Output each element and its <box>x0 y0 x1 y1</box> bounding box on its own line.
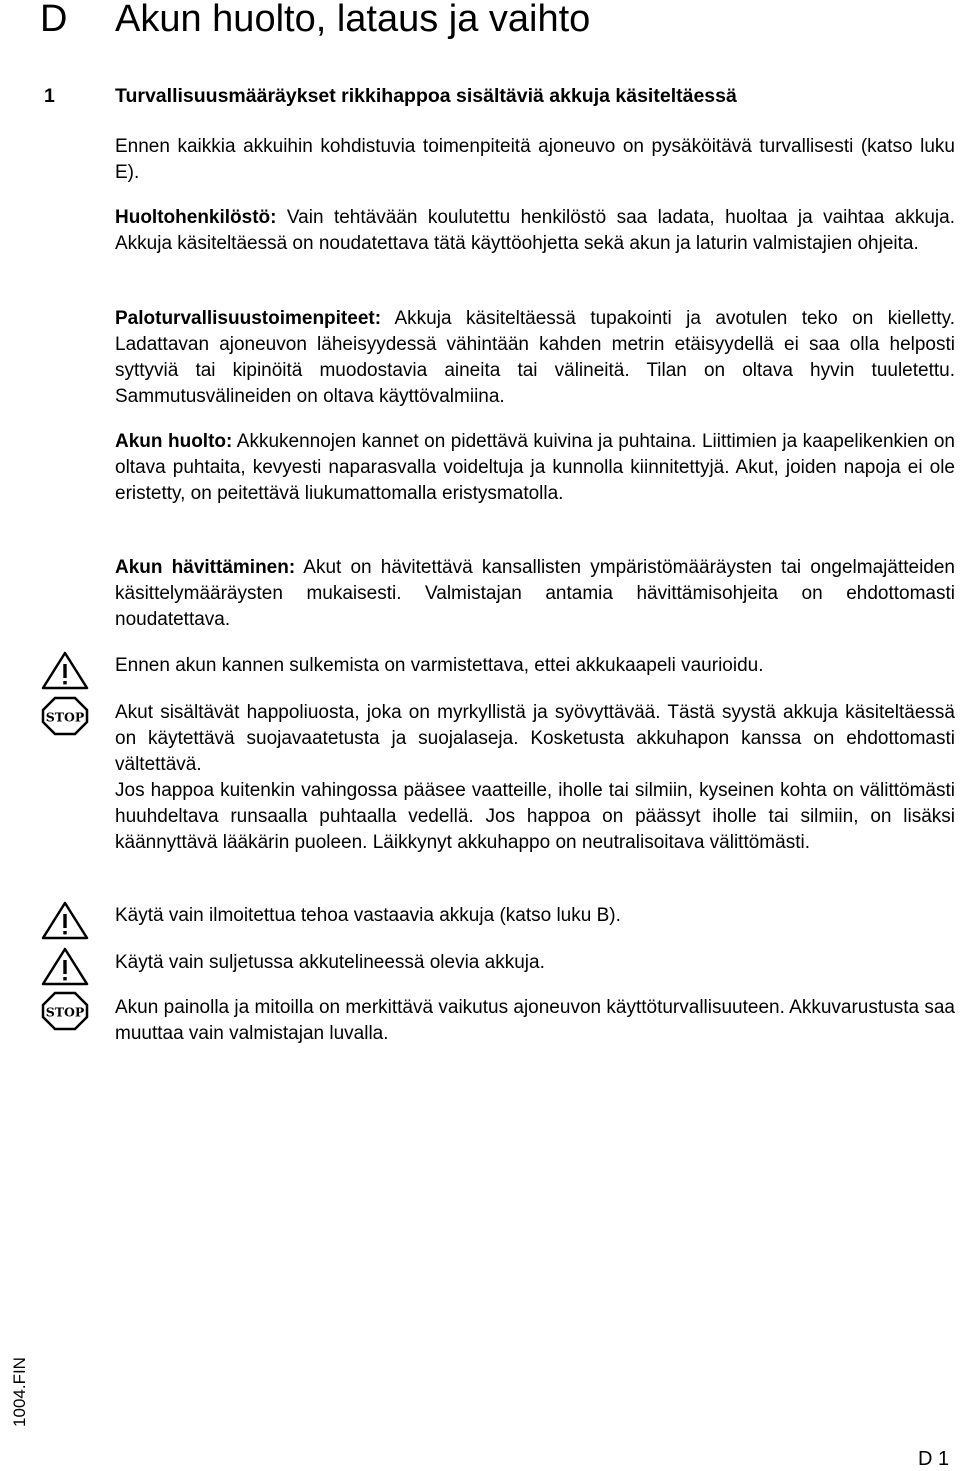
paragraph-battery-capacity: Käytä vain ilmoitettua tehoa vastaavia akkuja (katso luku B). <box>115 905 621 926</box>
section-title: Turvallisuusmääräykset rikkihappoa sisältäviä akkuja käsiteltäessä <box>115 85 737 107</box>
paragraph-disposal <box>115 555 955 633</box>
paragraph-parking: Ennen kaikkia akkuihin kohdistuvia toimenpiteitä ajoneuvo on pysäköitävä turvallisesti (katso luku E). <box>115 136 955 183</box>
stop-sign-icon <box>40 991 90 1031</box>
document-code: 1004.FIN <box>10 1357 29 1427</box>
chapter-letter: D <box>40 0 68 40</box>
paragraph-text: Akut on hävitettävä kansallisten ympäristömääräysten tai ongelmajätteiden käsittelymääräysten mukaisesti. Valmistajan antamia hävittämisohjeita on ehdottomasti noudatettava. <box>115 557 955 630</box>
page-number: D 1 <box>918 1448 950 1470</box>
paragraph-label: Akun hävittäminen: <box>115 557 296 578</box>
warning-triangle-icon <box>40 650 90 690</box>
warning-triangle-icon <box>40 900 90 940</box>
paragraph-battery-weight: Akun painolla ja mitoilla on merkittävä vaikutus ajoneuvon käyttöturvallisuuteen. Akkuvarustusta saa muuttaa vain valmistajan luvalla. <box>115 997 955 1044</box>
paragraph-text: Akkuja käsiteltäessä tupakointi ja avotulen teko on kielletty. Ladattavan ajoneuvon läheisyydessä vähintään kahden metrin etäisyydellä ei saa olla helposti syttyviä tai kipinöitä muodostavia aineita tai välineitä. Tilan on oltava hyvin tuuletettu. Sammutusvälineiden on oltava käyttövalmiina. <box>115 308 955 407</box>
paragraph-label: Akun huolto: <box>115 431 233 452</box>
stop-sign-text: STOP <box>45 709 85 725</box>
paragraph-label: Paloturvallisuustoimenpiteet: <box>115 308 382 329</box>
paragraph-cable-warning: Ennen akun kannen sulkemista on varmistettava, ettei akkukaapeli vaurioidu. <box>115 655 764 676</box>
warning-triangle-icon <box>40 946 90 986</box>
paragraph-text: Vain tehtävään koulutettu henkilöstö saa ladata, huoltaa ja vaihtaa akkuja. Akkuja käsiteltäessä on noudatettava tätä käyttöohjetta sekä akun ja laturin valmistajien ohjeita. <box>115 207 955 254</box>
paragraph-battery-maintenance <box>115 429 955 507</box>
paragraph-text: Akkukennojen kannet on pidettävä kuivina ja puhtaina. Liittimien ja kaapelikenkien on oltava puhtaita, kevyesti naparasvalla voideltuja ja kunnolla kiinnitettyjä. Akut, joiden napoja ei ole eristetty, on peitettävä liukumattomalla eristysmatolla. <box>115 431 955 504</box>
paragraph-acid-warning: Akut sisältävät happoliuosta, joka on myrkyllistä ja syövyttävää. Tästä syystä akkuja käsiteltäessä on käytettävä suojavaatetusta ja suojalaseja. Kosketusta akkuhapon kanssa on ehdottomasti vältettävä. <box>115 702 955 775</box>
paragraph-acid-first-aid: Jos happoa kuitenkin vahingossa pääsee vaatteille, iholle tai silmiin, kyseinen kohta on välittömästi huuhdeltava runsaalla puhtaalla vedellä. Jos happoa on päässyt iholle tai silmiin, on lisäksi käännyttävä lääkärin puoleen. Läikkynyt akkuhappo on neutralisoitava välittömästi. <box>115 780 955 853</box>
paragraph-fire-safety <box>115 306 955 410</box>
stop-sign-icon <box>40 696 90 736</box>
paragraph-personnel <box>115 205 955 257</box>
stop-sign-text: STOP <box>45 1004 85 1020</box>
section-number: 1 <box>44 85 55 107</box>
paragraph-label: Huoltohenkilöstö: <box>115 207 277 228</box>
paragraph-closed-rack: Käytä vain suljetussa akkutelineessä olevia akkuja. <box>115 952 545 973</box>
chapter-title: Akun huolto, lataus ja vaihto <box>115 0 591 40</box>
